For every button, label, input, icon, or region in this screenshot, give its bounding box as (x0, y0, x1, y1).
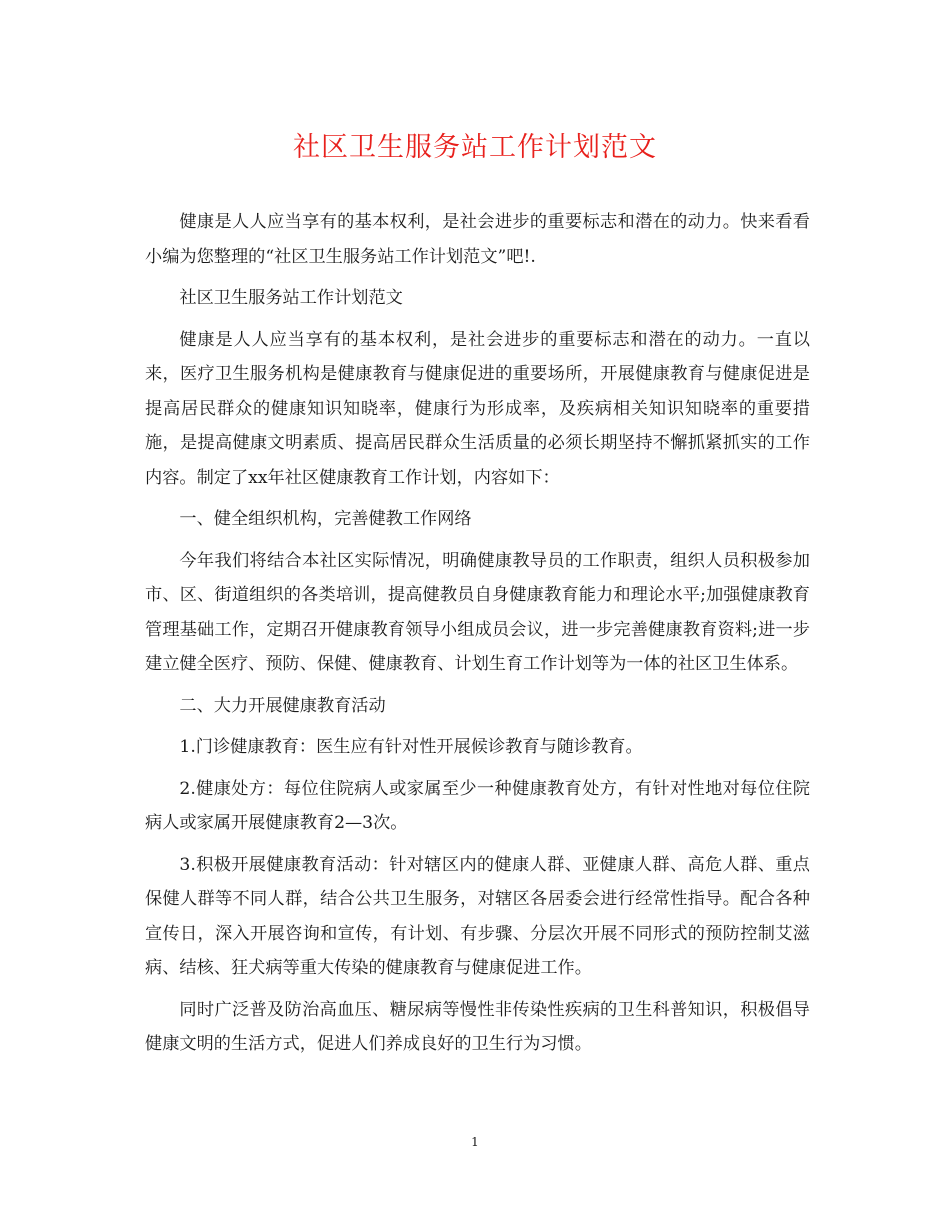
page-number: 1 (471, 1135, 479, 1149)
paragraph-background: 健康是人人应当享有的基本权利，是社会进步的重要标志和潜在的动力。一直以来，医疗卫生服务机构是健康教育与健康促进的重要场所，开展健康教育与健康促进是提高居民群众的健康知识知晓率，健康行为形成率，及疾病相关知识知晓率的重要措施，是提高健康文明素质、提高居民群众生活质量的必须长期坚持不懈抓紧抓实的工作内容。制定了xx年社区健康教育工作计划，内容如下： (145, 329, 810, 488)
paragraph-organization: 今年我们将结合本社区实际情况，明确健康教导员的工作职责，组织人员积极参加市、区、街道组织的各类培训，提高健教员自身健康教育能力和理论水平;加强健康教育管理基础工作，定期召开健康教育领导小组成员会议，进一步完善健康教育资料;进一步建立健全医疗、预防、保健、健康教育、计划生育工作计划等为一体的社区卫生体系。 (145, 550, 810, 674)
document-body (145, 205, 810, 1069)
list-item-prescription: 2.健康处方：每位住院病人或家属至少一种健康教育处方，有针对性地对每位住院病人或家属开展健康教育2—3次。 (145, 778, 810, 833)
paragraph-subtitle: 社区卫生服务站工作计划范文 (179, 288, 403, 308)
section-heading-1: 一、健全组织机构，完善健教工作网络 (179, 509, 472, 529)
paragraph-chronic-disease: 同时广泛普及防治高血压、糖尿病等慢性非传染性疾病的卫生科普知识，积极倡导健康文明的生活方式，促进人们养成良好的卫生行为习惯。 (145, 999, 810, 1054)
section-heading-2: 二、大力开展健康教育活动 (179, 695, 386, 716)
list-item-outpatient: 1.门诊健康教育：医生应有针对性开展候诊教育与随诊教育。 (179, 737, 643, 757)
document-title: 社区卫生服务站工作计划范文 (293, 132, 657, 163)
paragraph-intro: 健康是人人应当享有的基本权利，是社会进步的重要标志和潜在的动力。快来看看小编为您整理的“社区卫生服务站工作计划范文”吧!. (145, 212, 810, 267)
list-item-activities: 3.积极开展健康教育活动：针对辖区内的健康人群、亚健康人群、高危人群、重点保健人群等不同人群，结合公共卫生服务，对辖区各居委会进行经常性指导。配合各种宣传日，深入开展咨询和宣传，有计划、有步骤、分层次开展不同形式的预防控制艾滋病、结核、狂犬病等重大传染的健康教育与健康促进工作。 (145, 854, 810, 978)
